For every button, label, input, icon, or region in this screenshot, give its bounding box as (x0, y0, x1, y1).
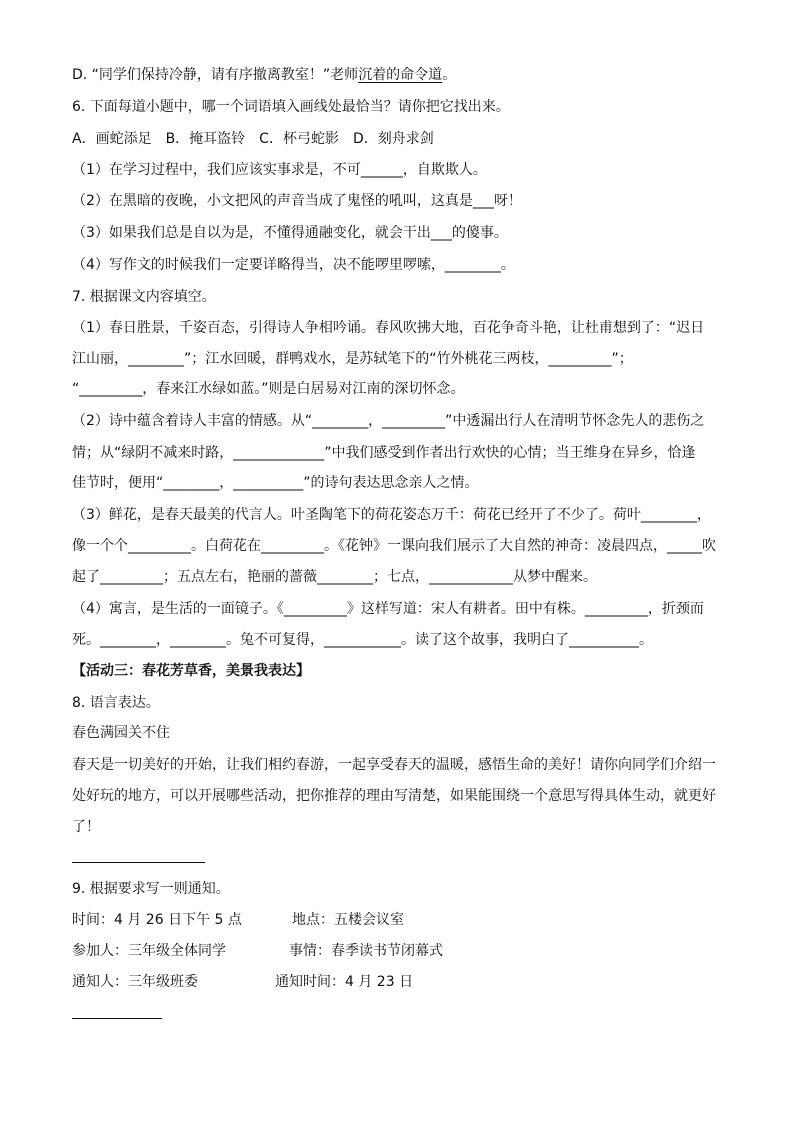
q5-option-d (72, 66, 722, 84)
q6-item-1: （1）在学习过程中，我们应该实事求是，不可______，自欺欺人。 (72, 162, 487, 178)
q7-line-5: 情；从“绿阴不减来时路，_____________”中我们感受到作者出行欢快的心情；当王维身在异乡，恰逢 (72, 445, 696, 461)
q6-options: A．画蛇添足 B．掩耳盗铃 C．杯弓蛇影 D．刻舟求剑 (72, 131, 434, 147)
q7-line-9: 起了_________；五点左右，艳丽的蔷薇________；七点，____________从梦中醒来。 (72, 569, 597, 585)
q9-stem: 9. 根据要求写一则通知。 (72, 881, 230, 897)
q7-line-1: （1）春日胜景，千姿百态，引得诗人争相吟诵。春风吹拂大地，百花争奇斗艳，让杜甫想到了：“迟日 (72, 320, 705, 336)
q8-topic: 春色满园关不住 (72, 725, 170, 741)
q7-line-8: 像一个个_________。白荷花在_________。《花钟》一课向我们展示了大自然的神奇：凌晨四点，_____吹 (72, 538, 716, 554)
q5-option-d-text: D. “同学们保持冷静，请有序撤离教室！”老师 (72, 67, 359, 83)
q9-notice-date: 通知时间：4 月 23 日 (275, 974, 414, 990)
q8-prompt-3: 了！ (72, 819, 100, 835)
q7-line-2: 江山丽，________”；江水回暖，群鸭戏水，是苏轼笔下的“竹外桃花三两枝，_________”； (72, 351, 633, 367)
q6-stem: 6. 下面每道小题中，哪一个词语填入画线处最恰当？请你把它找出来。 (72, 99, 510, 115)
q8-stem: 8. 语言表达。 (72, 695, 160, 711)
q7-line-7: （3）鲜花，是春天最美的代言人。叶圣陶笔下的荷花姿态万千：荷花已经开了不少了。荷叶________， (72, 507, 711, 523)
q8-prompt-1: 春天是一切美好的开始，让我们相约春游，一起享受春天的温暖，感悟生命的美好！请你向同学们介绍一 (72, 757, 716, 773)
q7-line-10: （4）寓言，是生活的一面镜子。《_________》这样写道：宋人有耕者。田中有株。_________，折颈而 (72, 601, 704, 617)
q7-stem: 7. 根据课文内容填空。 (72, 289, 216, 305)
q7-line-3: “_________，春来江水绿如蓝。”则是白居易对江南的深切怀念。 (72, 381, 465, 397)
q9-notifier: 通知人：三年级班委 (72, 974, 198, 990)
q7-line-6: 佳节时，便用“________，__________”的诗句表达思念亲人之情。 (72, 475, 479, 491)
q5-option-d-end: 。 (442, 67, 457, 83)
q9-time: 时间：4 月 26 日下午 5 点 (72, 912, 242, 928)
q9-answer-line (72, 1018, 162, 1019)
q9-location: 地点：五楼会议室 (292, 912, 404, 928)
q6-item-2: （2）在黑暗的夜晚，小文把风的声音当成了鬼怪的吼叫，这真是___呀！ (72, 193, 522, 209)
q8-prompt-2: 处好玩的地方，可以开展哪些活动，把你推荐的理由写清楚，如果能围绕一个意思写得具体生动，就更好 (72, 788, 716, 804)
q6-item-4: （4）写作文的时候我们一定要详略得当，决不能啰里啰嗦，________。 (72, 257, 515, 273)
q9-event: 事情：春季读书节闭幕式 (289, 943, 443, 959)
q5-option-d-underlined: 沉着的命令道 (358, 67, 443, 83)
q7-line-4: （2）诗中蕴含着诗人丰富的情感。从“________，_________”中透漏出行人在清明节怀念先人的悲伤之 (72, 413, 705, 429)
q6-item-3: （3）如果我们总是自以为是，不懂得通融变化，就会干出___的傻事。 (72, 225, 508, 241)
q8-answer-line (72, 862, 205, 863)
activity3-heading: 【活动三：春花芳草香，美景我表达】 (72, 663, 310, 679)
q7-line-11: 死。________，________。兔不可复得，___________。读了这个故事，我明白了__________。 (72, 632, 653, 648)
q9-participants: 参加人：三年级全体同学 (72, 943, 226, 959)
